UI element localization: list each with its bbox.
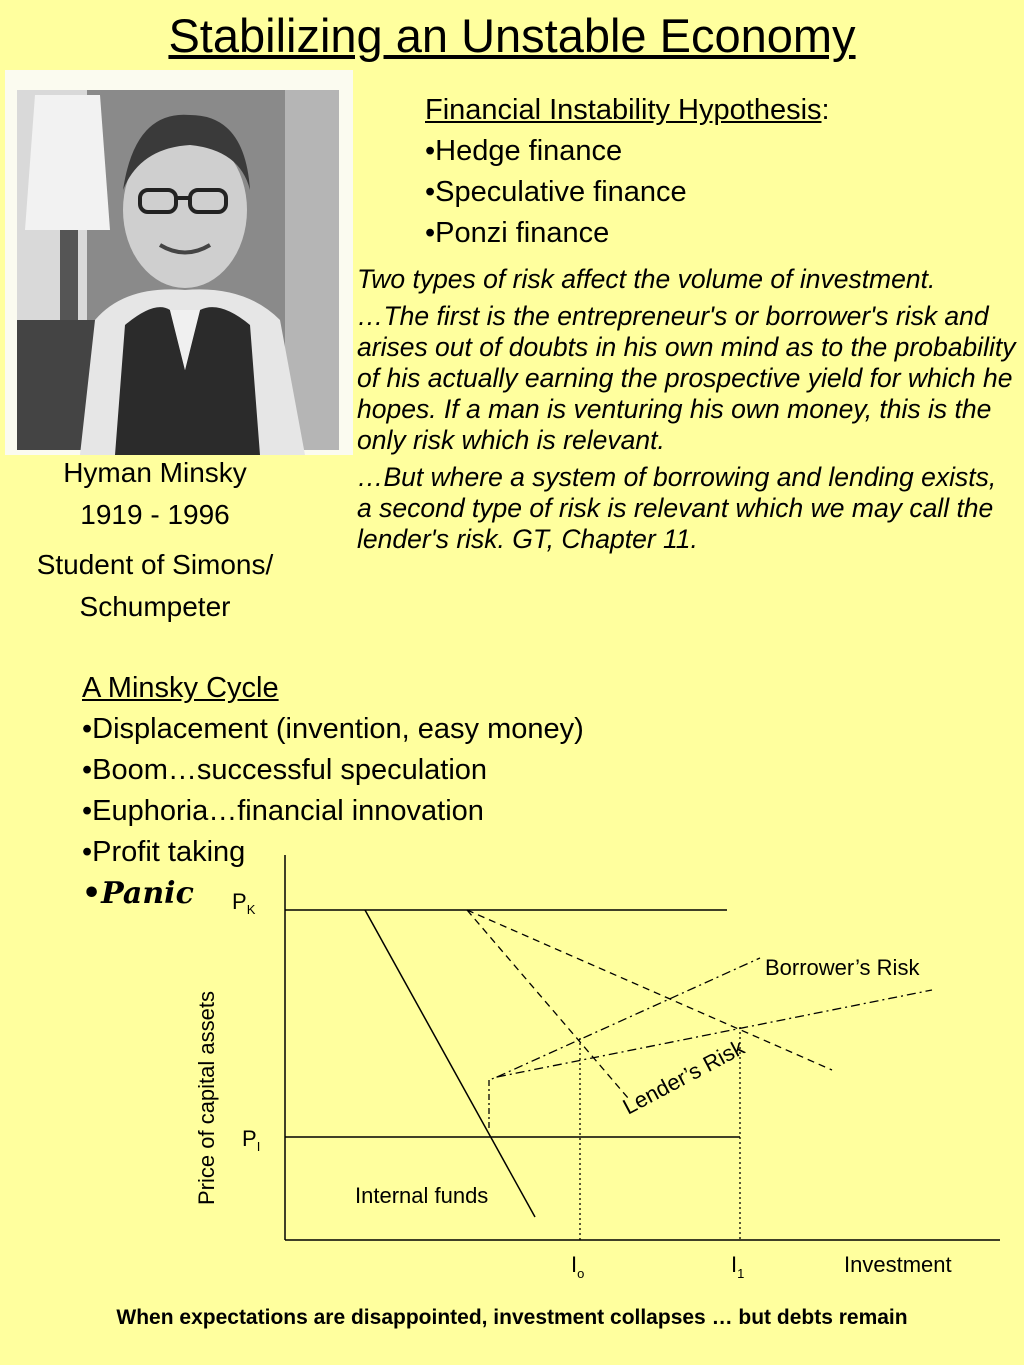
borrowers-risk-label: Borrower’s Risk <box>765 955 920 980</box>
x-axis-label: Investment <box>844 1252 952 1277</box>
cycle-item-displacement: •Displacement (invention, easy money) <box>82 713 584 745</box>
borrowers-risk-step <box>489 1077 497 1128</box>
person-note-line2: Schumpeter <box>79 591 231 622</box>
lenders-risk-line-1 <box>467 910 628 1098</box>
quote-paragraph-3: …But where a system of borrowing and lending exists, a second type of risk is relevant which we may call the lender's risk. GT, Chapter 11. <box>357 462 997 554</box>
fih-heading-colon: : <box>821 94 830 126</box>
fih-heading-text: Financial Instability Hypothesis <box>425 94 822 126</box>
cycle-item-profit-taking: •Profit taking <box>82 836 246 868</box>
lenders-risk-label: Lender’s Risk <box>618 1034 749 1120</box>
cycle-heading: A Minsky Cycle <box>82 672 279 704</box>
fih-item-speculative: •Speculative finance <box>425 176 687 208</box>
internal-funds-line <box>365 910 535 1217</box>
quote-paragraph-2: …The first is the entrepreneur's or borrower's risk and arises out of doubts in his own mind as to the probability of his actually earning the prospective yield for which he hopes. If a man is venturing his own money, this is the only risk which is relevant. <box>357 301 1016 455</box>
y-axis-label: Price of capital assets <box>194 991 219 1205</box>
person-years: 1919 - 1996 <box>80 499 230 530</box>
cycle-item-euphoria: •Euphoria…financial innovation <box>82 795 484 827</box>
person-note-line1: Student of Simons/ <box>36 549 274 580</box>
fih-item-hedge: •Hedge finance <box>425 135 623 167</box>
person-name: Hyman Minsky <box>63 457 247 488</box>
i1-label: $I_1$ <box>731 1252 745 1281</box>
footer-statement: When expectations are disappointed, investment collapses … but debts remain <box>116 1306 908 1329</box>
pi-label: $P_I$ <box>242 1126 261 1154</box>
internal-funds-label: Internal funds <box>355 1183 489 1208</box>
cycle-item-boom: •Boom…successful speculation <box>82 754 488 786</box>
io-label: $I_o$ <box>571 1252 585 1281</box>
pk-label: $P_K$ <box>232 889 256 917</box>
fih-item-ponzi: •Ponzi finance <box>425 217 610 249</box>
cycle-item-panic: •Panic <box>82 876 194 911</box>
page-title: Stabilizing an Unstable Economy <box>168 9 856 62</box>
quote-paragraph-1: Two types of risk affect the volume of investment. <box>357 264 936 294</box>
